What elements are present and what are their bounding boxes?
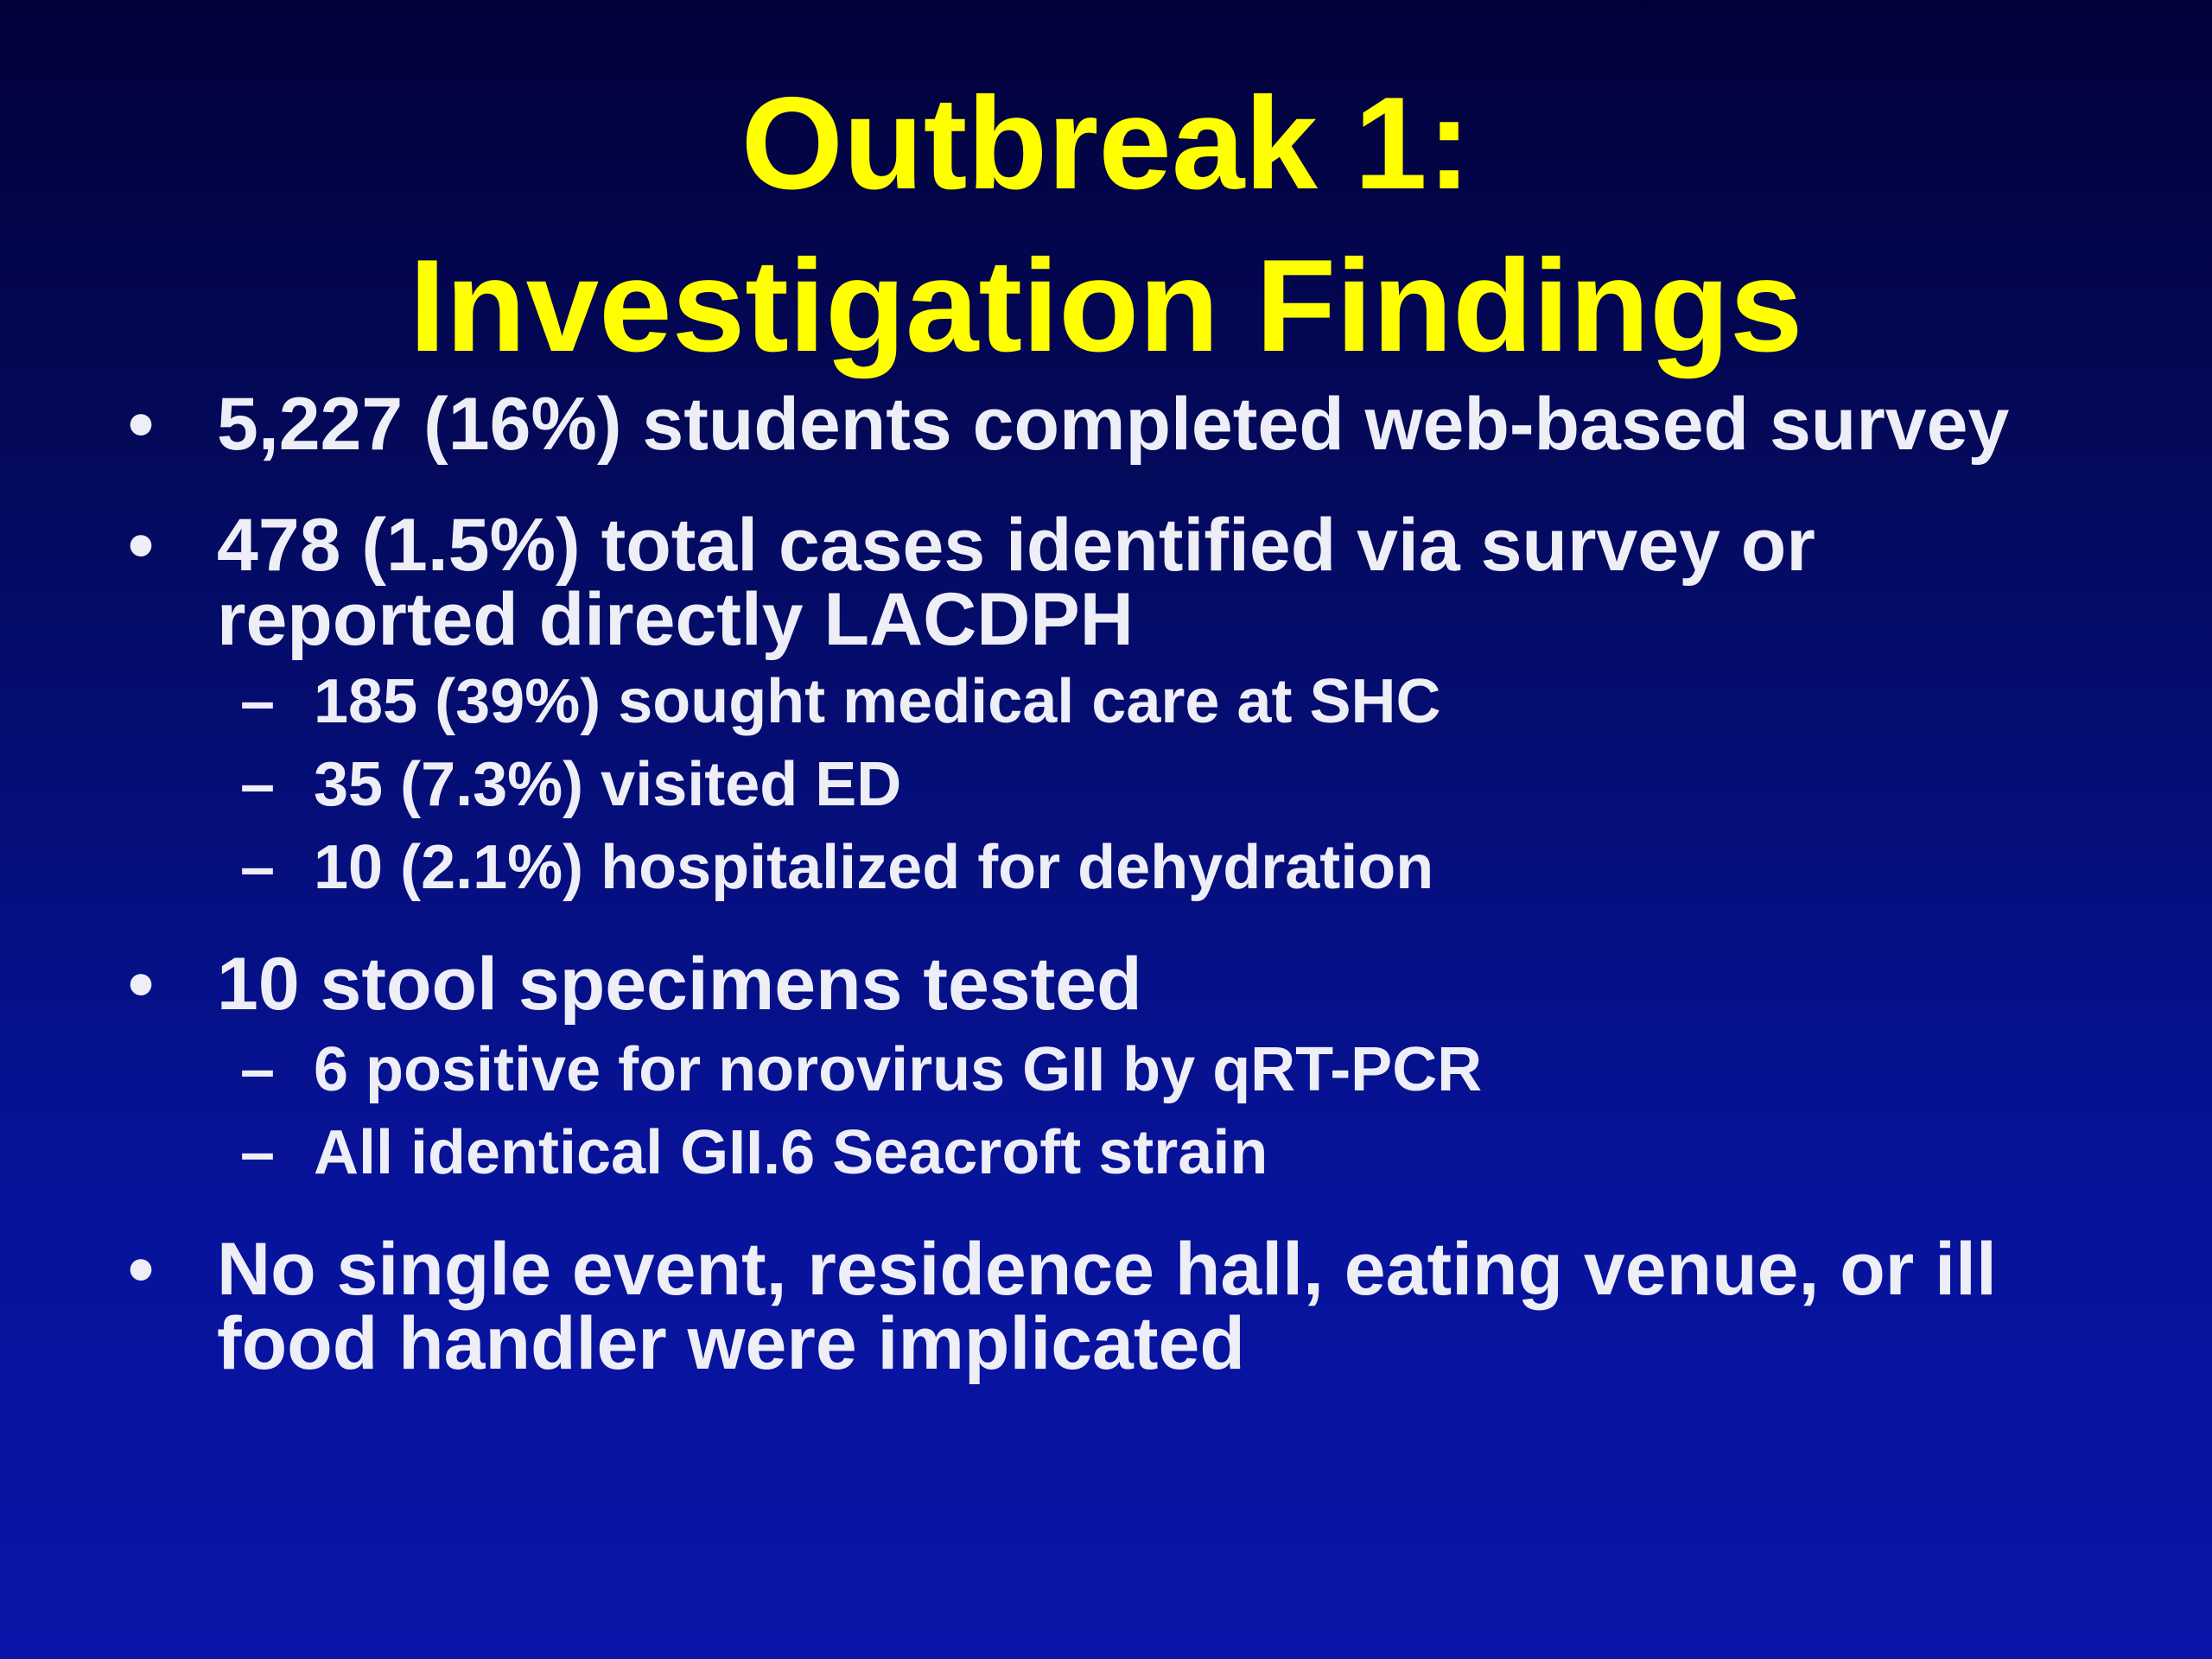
bullet-marker: •	[128, 504, 155, 587]
dash-marker: –	[240, 833, 276, 902]
sub-bullet-text: 10 (2.1%) hospitalized for dehydration	[314, 833, 1434, 902]
bullet-list	[128, 383, 2115, 1385]
bullet-text: 478 (1.5%) total cases identified via survey or reported directly LACDPH	[217, 504, 1815, 661]
title-line-1: Outbreak 1:	[741, 70, 1471, 217]
dash-marker: –	[240, 1035, 276, 1104]
sub-bullet-text: All identical GII.6 Seacroft strain	[314, 1118, 1268, 1187]
sub-bullet-text: 35 (7.3%) visited ED	[314, 750, 902, 819]
dash-marker: –	[240, 1118, 276, 1187]
bullet-text: 5,227 (16%) students completed web-based survey	[217, 383, 2010, 466]
bullet-item	[128, 943, 2115, 1194]
bullet-marker: •	[128, 383, 155, 466]
slide-title	[0, 62, 2212, 387]
sub-bullet-text: 6 positive for norovirus GII by qRT-PCR	[314, 1035, 1483, 1104]
sub-bullet-item	[128, 743, 2115, 826]
bullet-marker: •	[128, 1228, 155, 1311]
sub-bullet-item	[128, 1028, 2115, 1111]
dash-marker: –	[240, 750, 276, 819]
sub-bullet-list	[217, 1028, 2115, 1194]
dash-marker: –	[240, 667, 276, 736]
sub-bullet-text: 185 (39%) sought medical care at SHC	[314, 667, 1441, 736]
sub-bullet-item	[128, 1111, 2115, 1194]
sub-bullet-item	[128, 660, 2115, 743]
title-line-2: Investigation Findings	[409, 232, 1803, 379]
bullet-text: No single event, residence hall, eating venue, or ill food handler were implicated	[217, 1228, 1997, 1385]
bullet-item	[128, 383, 2115, 466]
bullet-item	[128, 504, 2115, 909]
bullet-text: 10 stool specimens tested	[217, 943, 1142, 1026]
sub-bullet-item	[128, 826, 2115, 909]
bullet-item	[128, 1228, 2115, 1385]
bullet-marker: •	[128, 943, 155, 1026]
sub-bullet-list	[217, 660, 2115, 909]
